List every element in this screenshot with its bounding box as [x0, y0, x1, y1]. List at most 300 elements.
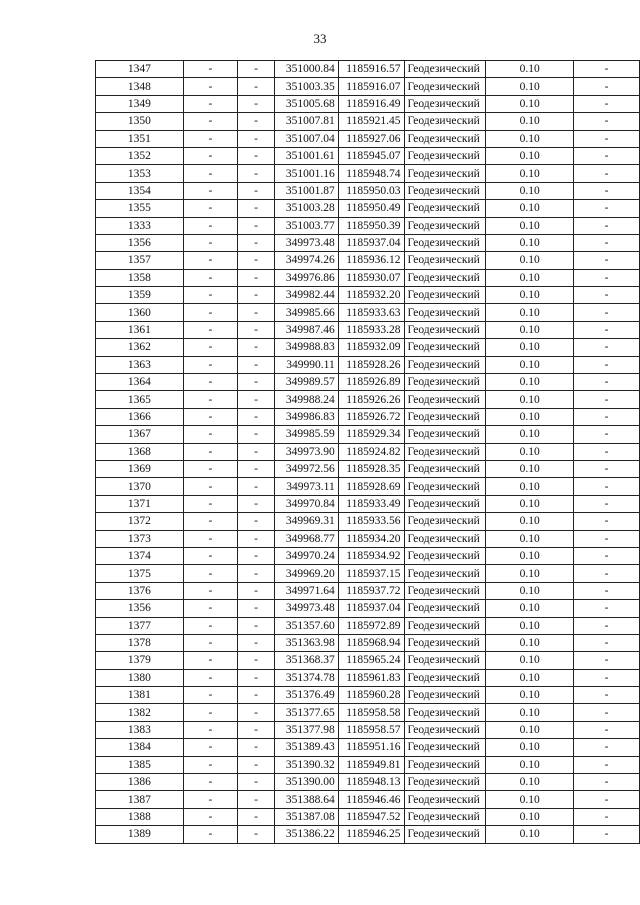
- empty-cell-1: -: [183, 600, 237, 617]
- empty-cell-1: -: [183, 408, 237, 425]
- table-row: [96, 95, 640, 112]
- empty-cell-1: -: [183, 321, 237, 338]
- table-row: [96, 321, 640, 338]
- accuracy-cell: 0.10: [486, 478, 574, 495]
- table-row: [96, 234, 640, 251]
- table-row: [96, 530, 640, 547]
- method-cell: Геодезический: [404, 252, 486, 269]
- empty-cell-2: -: [238, 669, 275, 686]
- y-coordinate-cell: 1185916.57: [338, 61, 404, 78]
- x-coordinate-cell: 351388.64: [275, 791, 339, 808]
- table-row: [96, 269, 640, 286]
- empty-cell-1: -: [183, 304, 237, 321]
- accuracy-cell: 0.10: [486, 617, 574, 634]
- accuracy-cell: 0.10: [486, 182, 574, 199]
- accuracy-cell: 0.10: [486, 652, 574, 669]
- y-coordinate-cell: 1185958.57: [338, 721, 404, 738]
- x-coordinate-cell: 351387.08: [275, 808, 339, 825]
- empty-cell-2: -: [238, 530, 275, 547]
- table-row: [96, 304, 640, 321]
- empty-cell-2: -: [238, 200, 275, 217]
- table-row: [96, 513, 640, 530]
- point-number-cell: 1352: [96, 147, 184, 164]
- x-coordinate-cell: 351377.65: [275, 704, 339, 721]
- accuracy-cell: 0.10: [486, 147, 574, 164]
- method-cell: Геодезический: [404, 147, 486, 164]
- method-cell: Геодезический: [404, 321, 486, 338]
- empty-cell-3: -: [574, 704, 640, 721]
- empty-cell-1: -: [183, 565, 237, 582]
- y-coordinate-cell: 1185937.04: [338, 234, 404, 251]
- x-coordinate-cell: 349972.56: [275, 460, 339, 477]
- point-number-cell: 1374: [96, 547, 184, 564]
- y-coordinate-cell: 1185933.56: [338, 513, 404, 530]
- y-coordinate-cell: 1185934.92: [338, 547, 404, 564]
- x-coordinate-cell: 349970.84: [275, 495, 339, 512]
- method-cell: Геодезический: [404, 808, 486, 825]
- x-coordinate-cell: 351374.78: [275, 669, 339, 686]
- point-number-cell: 1360: [96, 304, 184, 321]
- y-coordinate-cell: 1185946.25: [338, 826, 404, 843]
- point-number-cell: 1362: [96, 339, 184, 356]
- table-row: [96, 287, 640, 304]
- empty-cell-2: -: [238, 739, 275, 756]
- accuracy-cell: 0.10: [486, 460, 574, 477]
- empty-cell-2: -: [238, 269, 275, 286]
- empty-cell-3: -: [574, 391, 640, 408]
- y-coordinate-cell: 1185937.72: [338, 582, 404, 599]
- accuracy-cell: 0.10: [486, 756, 574, 773]
- x-coordinate-cell: 349990.11: [275, 356, 339, 373]
- y-coordinate-cell: 1185928.26: [338, 356, 404, 373]
- table-row: [96, 600, 640, 617]
- point-number-cell: 1375: [96, 565, 184, 582]
- method-cell: Геодезический: [404, 826, 486, 843]
- table-row: [96, 739, 640, 756]
- table-row: [96, 182, 640, 199]
- method-cell: Геодезический: [404, 443, 486, 460]
- x-coordinate-cell: 349974.26: [275, 252, 339, 269]
- accuracy-cell: 0.10: [486, 321, 574, 338]
- empty-cell-1: -: [183, 617, 237, 634]
- empty-cell-3: -: [574, 426, 640, 443]
- point-number-cell: 1383: [96, 721, 184, 738]
- empty-cell-3: -: [574, 130, 640, 147]
- accuracy-cell: 0.10: [486, 808, 574, 825]
- empty-cell-2: -: [238, 217, 275, 234]
- x-coordinate-cell: 349971.64: [275, 582, 339, 599]
- y-coordinate-cell: 1185968.94: [338, 634, 404, 651]
- method-cell: Геодезический: [404, 391, 486, 408]
- table-row: [96, 356, 640, 373]
- table-row: [96, 495, 640, 512]
- table-row: [96, 61, 640, 78]
- empty-cell-1: -: [183, 61, 237, 78]
- table-row: [96, 687, 640, 704]
- empty-cell-2: -: [238, 304, 275, 321]
- empty-cell-1: -: [183, 721, 237, 738]
- point-number-cell: 1382: [96, 704, 184, 721]
- y-coordinate-cell: 1185948.13: [338, 774, 404, 791]
- empty-cell-2: -: [238, 513, 275, 530]
- x-coordinate-cell: 351390.00: [275, 774, 339, 791]
- empty-cell-2: -: [238, 78, 275, 95]
- accuracy-cell: 0.10: [486, 704, 574, 721]
- empty-cell-2: -: [238, 339, 275, 356]
- point-number-cell: 1380: [96, 669, 184, 686]
- empty-cell-3: -: [574, 356, 640, 373]
- y-coordinate-cell: 1185924.82: [338, 443, 404, 460]
- point-number-cell: 1384: [96, 739, 184, 756]
- empty-cell-1: -: [183, 739, 237, 756]
- accuracy-cell: 0.10: [486, 252, 574, 269]
- empty-cell-2: -: [238, 165, 275, 182]
- table-row: [96, 200, 640, 217]
- empty-cell-1: -: [183, 234, 237, 251]
- point-number-cell: 1379: [96, 652, 184, 669]
- empty-cell-3: -: [574, 234, 640, 251]
- empty-cell-2: -: [238, 374, 275, 391]
- method-cell: Геодезический: [404, 356, 486, 373]
- y-coordinate-cell: 1185930.07: [338, 269, 404, 286]
- empty-cell-3: -: [574, 95, 640, 112]
- method-cell: Геодезический: [404, 339, 486, 356]
- y-coordinate-cell: 1185937.04: [338, 600, 404, 617]
- point-number-cell: 1357: [96, 252, 184, 269]
- method-cell: Геодезический: [404, 687, 486, 704]
- accuracy-cell: 0.10: [486, 113, 574, 130]
- empty-cell-3: -: [574, 408, 640, 425]
- empty-cell-2: -: [238, 826, 275, 843]
- point-number-cell: 1373: [96, 530, 184, 547]
- table-row: [96, 252, 640, 269]
- x-coordinate-cell: 351007.04: [275, 130, 339, 147]
- table-row: [96, 78, 640, 95]
- y-coordinate-cell: 1185926.26: [338, 391, 404, 408]
- empty-cell-2: -: [238, 791, 275, 808]
- table-row: [96, 582, 640, 599]
- empty-cell-2: -: [238, 547, 275, 564]
- empty-cell-1: -: [183, 495, 237, 512]
- table-row: [96, 669, 640, 686]
- empty-cell-1: -: [183, 165, 237, 182]
- accuracy-cell: 0.10: [486, 339, 574, 356]
- accuracy-cell: 0.10: [486, 130, 574, 147]
- point-number-cell: 1356: [96, 600, 184, 617]
- point-number-cell: 1368: [96, 443, 184, 460]
- x-coordinate-cell: 351001.87: [275, 182, 339, 199]
- empty-cell-3: -: [574, 200, 640, 217]
- empty-cell-2: -: [238, 252, 275, 269]
- empty-cell-2: -: [238, 234, 275, 251]
- y-coordinate-cell: 1185926.89: [338, 374, 404, 391]
- method-cell: Геодезический: [404, 600, 486, 617]
- empty-cell-3: -: [574, 687, 640, 704]
- accuracy-cell: 0.10: [486, 495, 574, 512]
- empty-cell-3: -: [574, 339, 640, 356]
- empty-cell-1: -: [183, 95, 237, 112]
- y-coordinate-cell: 1185950.03: [338, 182, 404, 199]
- empty-cell-2: -: [238, 147, 275, 164]
- empty-cell-1: -: [183, 791, 237, 808]
- accuracy-cell: 0.10: [486, 721, 574, 738]
- table-row: [96, 565, 640, 582]
- empty-cell-1: -: [183, 460, 237, 477]
- accuracy-cell: 0.10: [486, 426, 574, 443]
- empty-cell-3: -: [574, 217, 640, 234]
- empty-cell-2: -: [238, 478, 275, 495]
- x-coordinate-cell: 351386.22: [275, 826, 339, 843]
- accuracy-cell: 0.10: [486, 530, 574, 547]
- point-number-cell: 1355: [96, 200, 184, 217]
- empty-cell-3: -: [574, 147, 640, 164]
- empty-cell-3: -: [574, 826, 640, 843]
- x-coordinate-cell: 351377.98: [275, 721, 339, 738]
- empty-cell-1: -: [183, 669, 237, 686]
- empty-cell-2: -: [238, 600, 275, 617]
- empty-cell-3: -: [574, 165, 640, 182]
- empty-cell-3: -: [574, 547, 640, 564]
- accuracy-cell: 0.10: [486, 791, 574, 808]
- table-row: [96, 634, 640, 651]
- point-number-cell: 1333: [96, 217, 184, 234]
- empty-cell-1: -: [183, 443, 237, 460]
- accuracy-cell: 0.10: [486, 582, 574, 599]
- empty-cell-2: -: [238, 652, 275, 669]
- empty-cell-2: -: [238, 774, 275, 791]
- empty-cell-1: -: [183, 200, 237, 217]
- empty-cell-2: -: [238, 61, 275, 78]
- x-coordinate-cell: 351363.98: [275, 634, 339, 651]
- method-cell: Геодезический: [404, 374, 486, 391]
- x-coordinate-cell: 351003.77: [275, 217, 339, 234]
- y-coordinate-cell: 1185932.20: [338, 287, 404, 304]
- empty-cell-2: -: [238, 756, 275, 773]
- empty-cell-3: -: [574, 182, 640, 199]
- accuracy-cell: 0.10: [486, 565, 574, 582]
- table-row: [96, 652, 640, 669]
- method-cell: Геодезический: [404, 756, 486, 773]
- empty-cell-2: -: [238, 617, 275, 634]
- empty-cell-3: -: [574, 565, 640, 582]
- table-row: [96, 756, 640, 773]
- empty-cell-1: -: [183, 756, 237, 773]
- method-cell: Геодезический: [404, 739, 486, 756]
- empty-cell-1: -: [183, 687, 237, 704]
- y-coordinate-cell: 1185965.24: [338, 652, 404, 669]
- empty-cell-3: -: [574, 617, 640, 634]
- empty-cell-3: -: [574, 374, 640, 391]
- empty-cell-3: -: [574, 634, 640, 651]
- method-cell: Геодезический: [404, 217, 486, 234]
- empty-cell-3: -: [574, 443, 640, 460]
- x-coordinate-cell: 349988.83: [275, 339, 339, 356]
- table-row: [96, 617, 640, 634]
- accuracy-cell: 0.10: [486, 774, 574, 791]
- empty-cell-2: -: [238, 460, 275, 477]
- method-cell: Геодезический: [404, 182, 486, 199]
- y-coordinate-cell: 1185961.83: [338, 669, 404, 686]
- accuracy-cell: 0.10: [486, 374, 574, 391]
- x-coordinate-cell: 351005.68: [275, 95, 339, 112]
- x-coordinate-cell: 351000.84: [275, 61, 339, 78]
- method-cell: Геодезический: [404, 547, 486, 564]
- empty-cell-3: -: [574, 652, 640, 669]
- table-row: [96, 130, 640, 147]
- empty-cell-1: -: [183, 426, 237, 443]
- y-coordinate-cell: 1185947.52: [338, 808, 404, 825]
- y-coordinate-cell: 1185933.63: [338, 304, 404, 321]
- table-row: [96, 443, 640, 460]
- x-coordinate-cell: 349982.44: [275, 287, 339, 304]
- x-coordinate-cell: 351389.43: [275, 739, 339, 756]
- point-number-cell: 1354: [96, 182, 184, 199]
- method-cell: Геодезический: [404, 130, 486, 147]
- point-number-cell: 1353: [96, 165, 184, 182]
- accuracy-cell: 0.10: [486, 739, 574, 756]
- point-number-cell: 1364: [96, 374, 184, 391]
- empty-cell-3: -: [574, 739, 640, 756]
- empty-cell-3: -: [574, 582, 640, 599]
- accuracy-cell: 0.10: [486, 165, 574, 182]
- x-coordinate-cell: 349968.77: [275, 530, 339, 547]
- y-coordinate-cell: 1185972.89: [338, 617, 404, 634]
- method-cell: Геодезический: [404, 495, 486, 512]
- accuracy-cell: 0.10: [486, 269, 574, 286]
- method-cell: Геодезический: [404, 269, 486, 286]
- x-coordinate-cell: 351001.61: [275, 147, 339, 164]
- empty-cell-3: -: [574, 669, 640, 686]
- x-coordinate-cell: 351007.81: [275, 113, 339, 130]
- empty-cell-2: -: [238, 634, 275, 651]
- accuracy-cell: 0.10: [486, 356, 574, 373]
- empty-cell-3: -: [574, 600, 640, 617]
- point-number-cell: 1366: [96, 408, 184, 425]
- y-coordinate-cell: 1185928.69: [338, 478, 404, 495]
- method-cell: Геодезический: [404, 165, 486, 182]
- method-cell: Геодезический: [404, 617, 486, 634]
- empty-cell-1: -: [183, 339, 237, 356]
- method-cell: Геодезический: [404, 78, 486, 95]
- accuracy-cell: 0.10: [486, 200, 574, 217]
- empty-cell-2: -: [238, 495, 275, 512]
- point-number-cell: 1378: [96, 634, 184, 651]
- empty-cell-1: -: [183, 391, 237, 408]
- table-row: [96, 374, 640, 391]
- table-row: [96, 113, 640, 130]
- y-coordinate-cell: 1185948.74: [338, 165, 404, 182]
- y-coordinate-cell: 1185960.28: [338, 687, 404, 704]
- table-row: [96, 391, 640, 408]
- y-coordinate-cell: 1185936.12: [338, 252, 404, 269]
- accuracy-cell: 0.10: [486, 217, 574, 234]
- empty-cell-1: -: [183, 374, 237, 391]
- y-coordinate-cell: 1185937.15: [338, 565, 404, 582]
- empty-cell-1: -: [183, 78, 237, 95]
- table-row: [96, 547, 640, 564]
- y-coordinate-cell: 1185951.16: [338, 739, 404, 756]
- empty-cell-1: -: [183, 808, 237, 825]
- table-row: [96, 217, 640, 234]
- point-number-cell: 1349: [96, 95, 184, 112]
- x-coordinate-cell: 351357.60: [275, 617, 339, 634]
- x-coordinate-cell: 349969.20: [275, 565, 339, 582]
- point-number-cell: 1370: [96, 478, 184, 495]
- point-number-cell: 1376: [96, 582, 184, 599]
- empty-cell-1: -: [183, 513, 237, 530]
- empty-cell-1: -: [183, 217, 237, 234]
- method-cell: Геодезический: [404, 460, 486, 477]
- x-coordinate-cell: 349973.11: [275, 478, 339, 495]
- empty-cell-3: -: [574, 61, 640, 78]
- method-cell: Геодезический: [404, 287, 486, 304]
- empty-cell-1: -: [183, 356, 237, 373]
- method-cell: Геодезический: [404, 634, 486, 651]
- y-coordinate-cell: 1185958.58: [338, 704, 404, 721]
- empty-cell-1: -: [183, 704, 237, 721]
- point-number-cell: 1348: [96, 78, 184, 95]
- empty-cell-2: -: [238, 582, 275, 599]
- empty-cell-2: -: [238, 721, 275, 738]
- empty-cell-1: -: [183, 147, 237, 164]
- empty-cell-3: -: [574, 495, 640, 512]
- accuracy-cell: 0.10: [486, 513, 574, 530]
- x-coordinate-cell: 349987.46: [275, 321, 339, 338]
- method-cell: Геодезический: [404, 426, 486, 443]
- empty-cell-3: -: [574, 791, 640, 808]
- empty-cell-2: -: [238, 704, 275, 721]
- accuracy-cell: 0.10: [486, 826, 574, 843]
- point-number-cell: 1363: [96, 356, 184, 373]
- accuracy-cell: 0.10: [486, 669, 574, 686]
- x-coordinate-cell: 349973.48: [275, 600, 339, 617]
- table-row: [96, 721, 640, 738]
- point-number-cell: 1358: [96, 269, 184, 286]
- empty-cell-1: -: [183, 478, 237, 495]
- y-coordinate-cell: 1185933.28: [338, 321, 404, 338]
- y-coordinate-cell: 1185949.81: [338, 756, 404, 773]
- accuracy-cell: 0.10: [486, 634, 574, 651]
- empty-cell-3: -: [574, 78, 640, 95]
- empty-cell-3: -: [574, 460, 640, 477]
- y-coordinate-cell: 1185950.49: [338, 200, 404, 217]
- empty-cell-2: -: [238, 356, 275, 373]
- coordinates-table: [95, 60, 640, 844]
- empty-cell-1: -: [183, 634, 237, 651]
- empty-cell-3: -: [574, 530, 640, 547]
- accuracy-cell: 0.10: [486, 443, 574, 460]
- empty-cell-3: -: [574, 513, 640, 530]
- method-cell: Геодезический: [404, 704, 486, 721]
- empty-cell-2: -: [238, 426, 275, 443]
- table-row: [96, 408, 640, 425]
- empty-cell-3: -: [574, 252, 640, 269]
- empty-cell-2: -: [238, 443, 275, 460]
- y-coordinate-cell: 1185928.35: [338, 460, 404, 477]
- y-coordinate-cell: 1185921.45: [338, 113, 404, 130]
- point-number-cell: 1347: [96, 61, 184, 78]
- method-cell: Геодезический: [404, 478, 486, 495]
- y-coordinate-cell: 1185926.72: [338, 408, 404, 425]
- x-coordinate-cell: 351003.35: [275, 78, 339, 95]
- method-cell: Геодезический: [404, 408, 486, 425]
- accuracy-cell: 0.10: [486, 234, 574, 251]
- table-row: [96, 826, 640, 843]
- y-coordinate-cell: 1185945.07: [338, 147, 404, 164]
- point-number-cell: 1377: [96, 617, 184, 634]
- empty-cell-1: -: [183, 182, 237, 199]
- x-coordinate-cell: 349969.31: [275, 513, 339, 530]
